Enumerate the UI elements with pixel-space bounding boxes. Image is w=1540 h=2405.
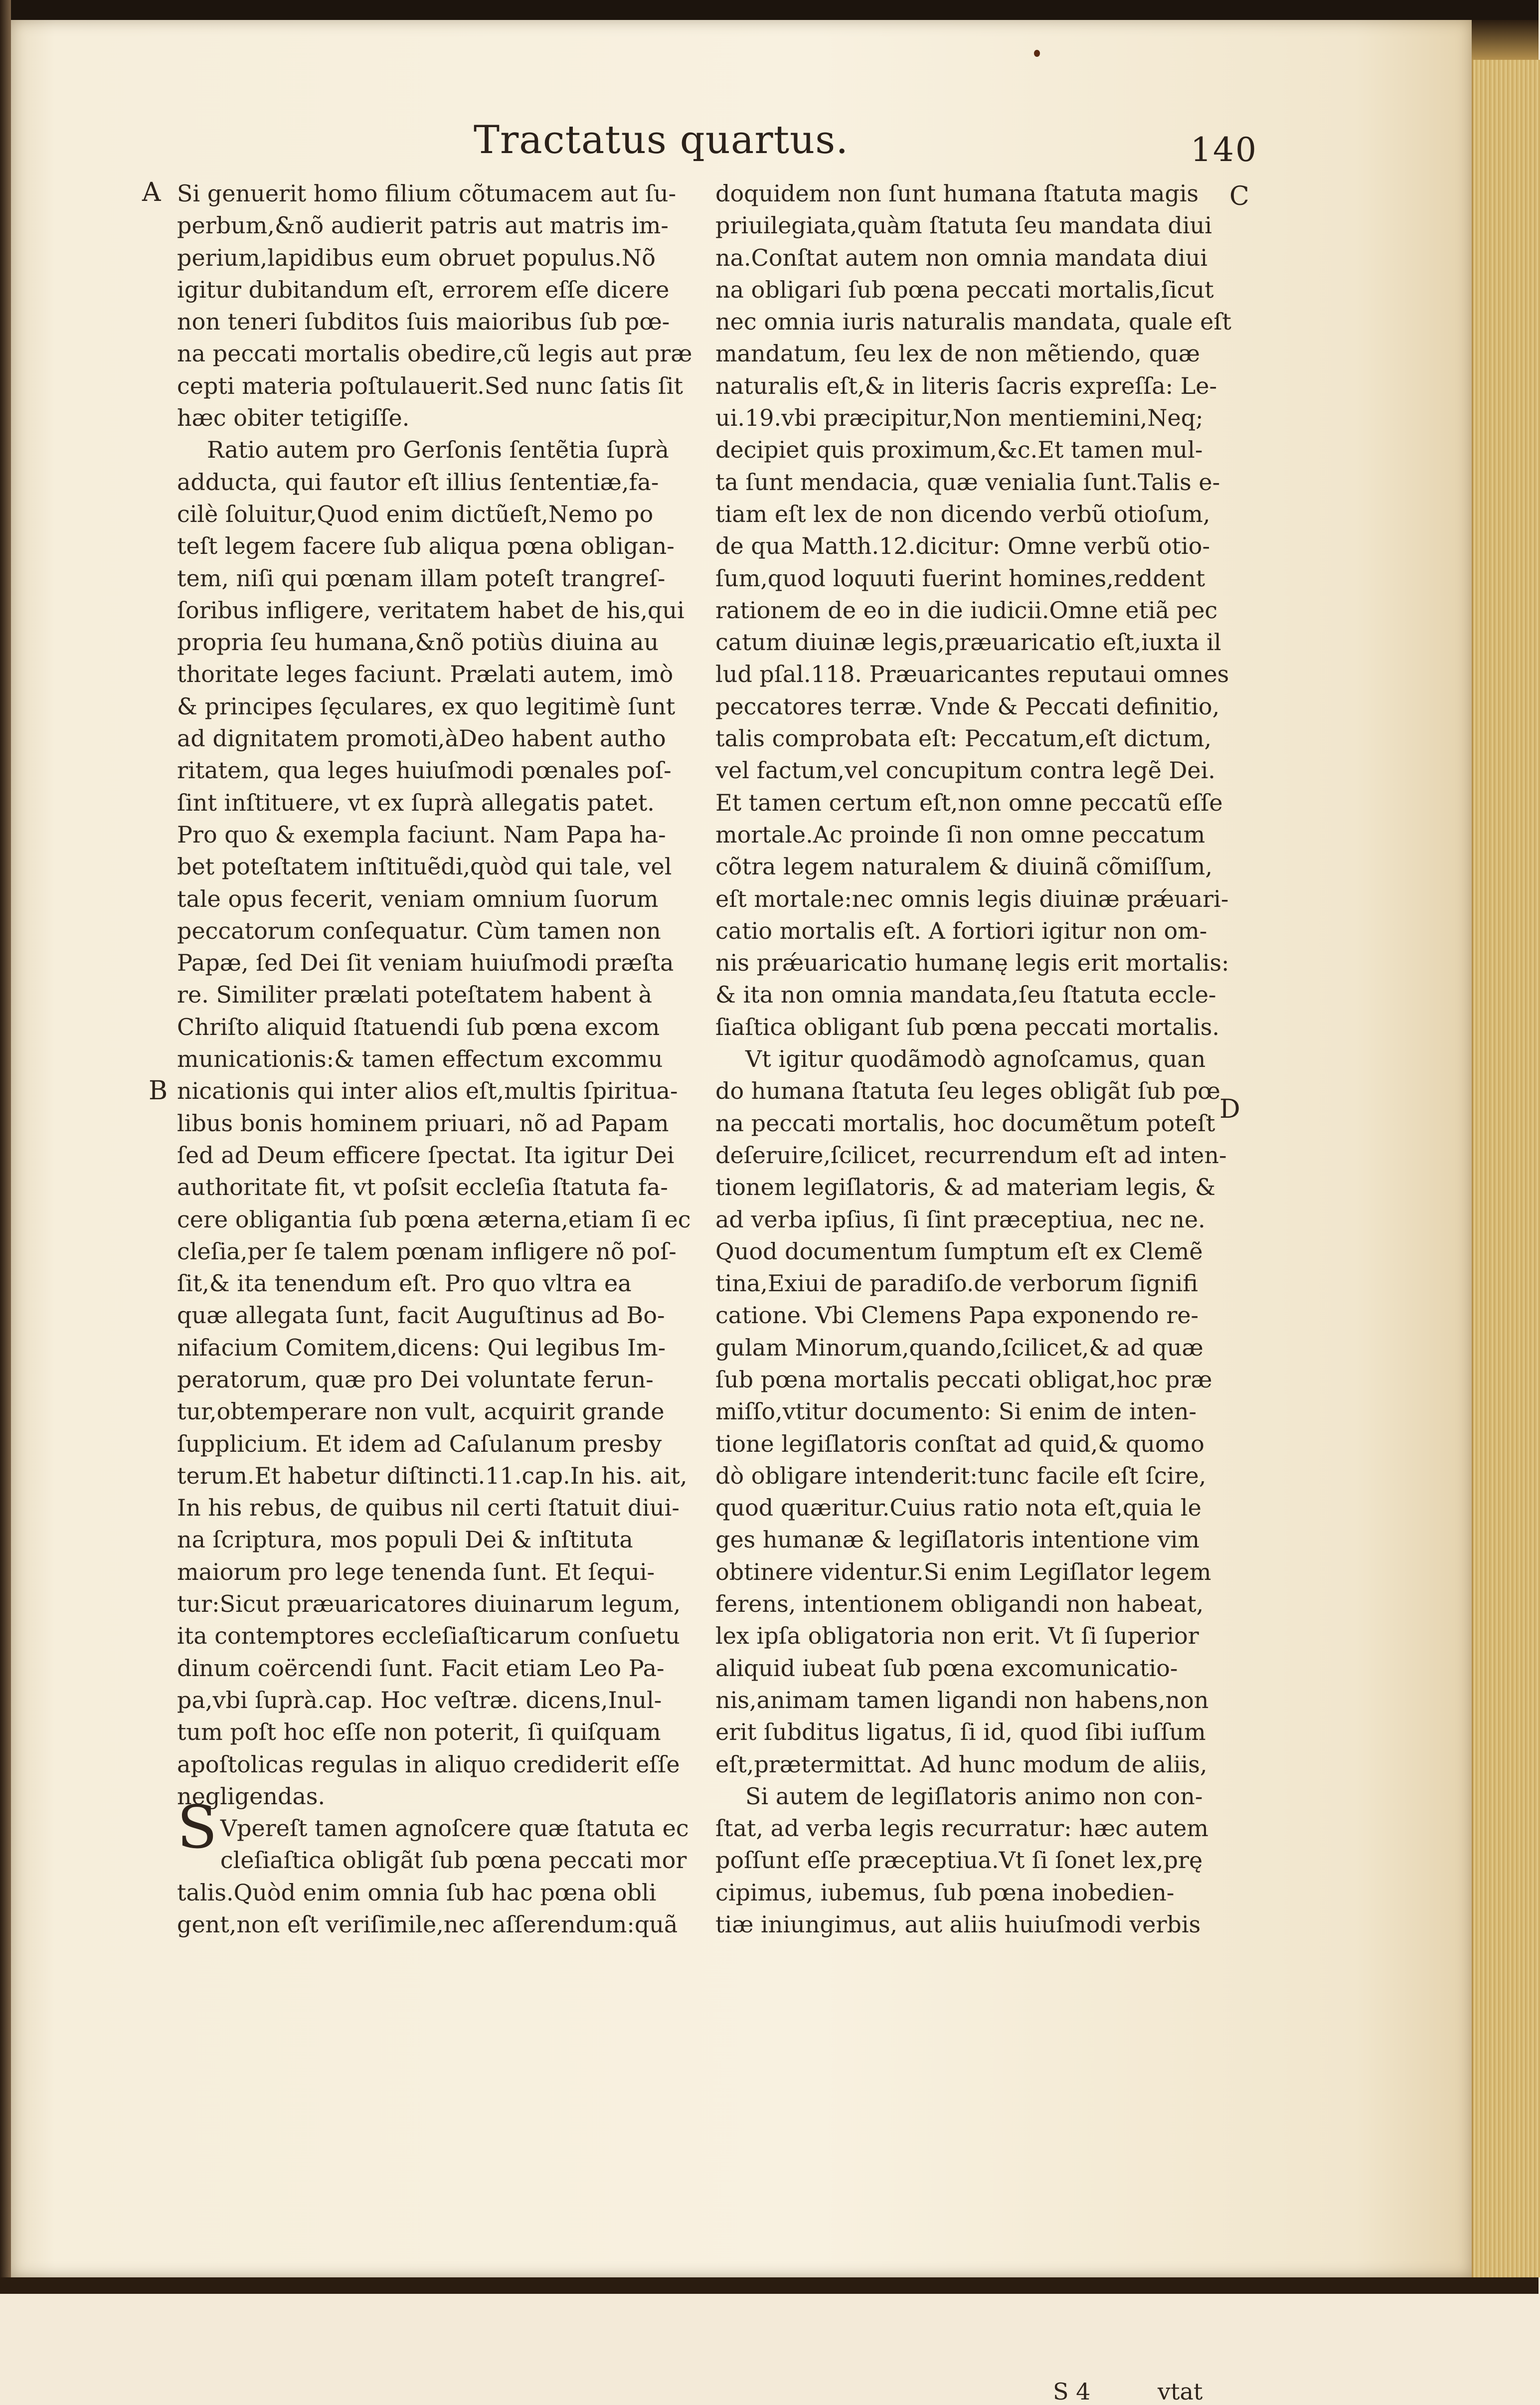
right-text-line: mortale.Ac proinde ſi non omne peccatum bbox=[715, 821, 1205, 848]
right-text-line: Vt igitur quodãmodò agnoſcamus, quan bbox=[745, 1045, 1206, 1073]
right-text-line: mandatum, ſeu lex de non mẽtiendo, quæ bbox=[715, 340, 1200, 367]
left-text-line: propria ſeu humana,&nõ potiùs diuina au bbox=[177, 629, 659, 656]
left-text-line: quæ allegata ſunt, facit Auguſtinus ad Bo- bbox=[177, 1302, 665, 1329]
scan-background-top bbox=[0, 0, 1539, 20]
right-text-line: & ita non omnia mandata,ſeu ſtatuta eccle- bbox=[715, 981, 1216, 1009]
right-text-line: catio mortalis eſt. A fortiori igitur non om- bbox=[715, 917, 1207, 944]
folio-number: 140 bbox=[1191, 131, 1258, 169]
right-text-line: tionem legiſlatoris, & ad materiam legis, & bbox=[715, 1174, 1216, 1201]
left-text-line: tum poſt hoc eſſe non poterit, ſi quiſquam bbox=[177, 1718, 661, 1746]
left-text-line: cepti materia poſtulauerit.Sed nunc ſatis ſit bbox=[177, 372, 683, 399]
left-text-line: Papæ, ſed Dei ſit veniam huiuſmodi præſta bbox=[177, 949, 674, 977]
left-text-line: municationis:& tamen effectum excommu bbox=[177, 1045, 663, 1073]
right-text-line: rationem de eo in die iudicii.Omne etiã pec bbox=[715, 596, 1218, 624]
margin-marker-b: B bbox=[149, 1076, 168, 1106]
right-text-line: naturalis eſt,& in literis ſacris expreſſa: Le- bbox=[715, 372, 1217, 399]
left-text-line: cleſiaſtica obligãt ſub pœna peccati mor bbox=[220, 1847, 687, 1874]
right-text-line: lex ipſa obligatoria non erit. Vt ſi ſuperior bbox=[715, 1622, 1199, 1650]
left-text-line: nifacium Comitem,dicens: Qui legibus Im- bbox=[177, 1334, 666, 1361]
signature-mark: S 4 bbox=[1053, 2378, 1091, 2405]
left-text-line: maiorum pro lege tenenda ſunt. Et ſequi- bbox=[177, 1558, 655, 1585]
left-text-line: na peccati mortalis obedire,cũ legis aut præ bbox=[177, 340, 692, 367]
left-text-column bbox=[177, 177, 692, 1940]
right-text-line: dò obligare intenderit:tunc facile eſt ſcire, bbox=[715, 1462, 1206, 1489]
left-text-line: ritatem, qua leges huiuſmodi pœnales poſ- bbox=[177, 757, 672, 784]
left-text-line: non teneri ſubditos ſuis maioribus ſub pœ- bbox=[177, 308, 670, 336]
left-text-line: re. Similiter prælati poteſtatem habent à bbox=[177, 981, 652, 1009]
left-text-line: tem, niſi qui pœnam illam poteſt trangreſ- bbox=[177, 564, 666, 592]
left-text-line: talis.Quòd enim omnia ſub hac pœna obli bbox=[177, 1879, 657, 1906]
page-edges-top bbox=[1472, 20, 1539, 60]
right-text-line: aliquid iubeat ſub pœna excomunicatio- bbox=[715, 1654, 1178, 1682]
left-text-line: tur:Sicut præuaricatores diuinarum legum, bbox=[177, 1590, 681, 1618]
left-text-line: negligendas. bbox=[177, 1782, 326, 1810]
left-text-line: na ſcriptura, mos populi Dei & inſtituta bbox=[177, 1526, 633, 1553]
right-text-line: eſt,prætermittat. Ad hunc modum de aliis, bbox=[715, 1750, 1207, 1778]
left-text-line: thoritate leges faciunt. Prælati autem, imò bbox=[177, 661, 674, 688]
right-text-line: poſſunt eſſe præceptiua.Vt ſi ſonet lex,prę bbox=[715, 1847, 1203, 1874]
right-text-line: cipimus, iubemus, ſub pœna inobedien- bbox=[715, 1879, 1175, 1906]
left-text-line: perbum,&nõ audierit patris aut matris im- bbox=[177, 212, 669, 239]
left-text-line: Pro quo & exempla faciunt. Nam Papa ha- bbox=[177, 821, 666, 848]
left-text-line: In his rebus, de quibus nil certi ſtatuit diui- bbox=[177, 1494, 680, 1522]
right-text-line: nis,animam tamen ligandi non habens,non bbox=[715, 1686, 1209, 1714]
ink-spot bbox=[1034, 50, 1040, 57]
left-text-line: ſed ad Deum efficere ſpectat. Ita igitur Dei bbox=[177, 1141, 675, 1169]
left-text-line: bet poteſtatem inſtituẽdi,quòd qui tale, vel bbox=[177, 853, 672, 880]
right-text-line: erit ſubditus ligatus, ſi id, quod ſibi iuſſum bbox=[715, 1718, 1206, 1746]
right-text-line: vel factum,vel concupitum contra legẽ Dei. bbox=[715, 757, 1215, 784]
left-text-line: Ratio autem pro Gerſonis ſentẽtia ſuprà bbox=[207, 436, 669, 464]
right-text-line: nis prǽuaricatio humanę legis erit mortalis: bbox=[715, 949, 1229, 977]
left-text-line: cleſia,per ſe talem pœnam infligere nõ poſ- bbox=[177, 1237, 677, 1265]
catchword: vtat bbox=[1158, 2378, 1203, 2405]
right-text-line: tina,Exiui de paradiſo.de verborum ſignifi bbox=[715, 1270, 1198, 1297]
right-text-line: Et tamen certum eſt,non omne peccatũ eſſe bbox=[715, 789, 1223, 816]
left-text-line: libus bonis hominem priuari, nõ ad Papam bbox=[177, 1109, 669, 1137]
left-text-line: ita contemptores eccleſiaſticarum conſuetu bbox=[177, 1622, 680, 1650]
right-text-line: doquidem non ſunt humana ſtatuta magis bbox=[715, 180, 1199, 207]
right-text-line: nec omnia iuris naturalis mandata, quale eſt bbox=[715, 308, 1231, 336]
left-text-line: ſit,& ita tenendum eſt. Pro quo vltra ea bbox=[177, 1270, 632, 1297]
left-text-line: gent,non eſt veriſimile,nec aſſerendum:quã bbox=[177, 1911, 678, 1938]
right-text-line: de qua Matth.12.dicitur: Omne verbũ otio- bbox=[715, 532, 1210, 560]
right-text-line: lud pſal.118. Præuaricantes reputaui omnes bbox=[715, 661, 1229, 688]
scan-background-bottom bbox=[0, 2277, 1539, 2294]
right-text-line: cõtra legem naturalem & diuinã cõmiſſum, bbox=[715, 853, 1213, 880]
right-text-line: eſt mortale:nec omnis legis diuinæ prǽuari- bbox=[715, 885, 1229, 912]
right-text-line: talis comprobata eſt: Peccatum,eſt dictum, bbox=[715, 725, 1212, 752]
right-text-line: ſtat, ad verba legis recurratur: hæc autem bbox=[715, 1815, 1209, 1842]
left-text-line: terum.Et habetur diſtincti.11.cap.In his. ait, bbox=[177, 1462, 687, 1489]
left-text-line: pa,vbi ſuprà.cap. Hoc veſtræ. dicens,Inul- bbox=[177, 1686, 662, 1714]
left-text-line: teſt legem facere ſub aliqua pœna obligan- bbox=[177, 532, 675, 560]
right-text-line: miſſo,vtitur documento: Si enim de inten- bbox=[715, 1398, 1197, 1425]
margin-marker-d: D bbox=[1219, 1094, 1240, 1124]
right-text-line: ſum,quod loquuti fuerint homines,reddent bbox=[715, 564, 1205, 592]
left-text-line: & principes ſęculares, ex quo legitimè ſunt bbox=[177, 692, 676, 720]
right-text-line: priuilegiata,quàm ſtatuta ſeu mandata diui bbox=[715, 212, 1212, 239]
margin-marker-a: A bbox=[142, 177, 161, 207]
right-text-line: catum diuinæ legis,præuaricatio eſt,iuxta il bbox=[715, 629, 1221, 656]
right-text-line: quod quæritur.Cuius ratio nota eſt,quia le bbox=[715, 1494, 1201, 1522]
scan-background-left bbox=[0, 0, 11, 2294]
left-text-line: igitur dubitandum eſt, errorem eſſe dicere bbox=[177, 276, 670, 303]
right-text-line: ſub pœna mortalis peccati obligat,hoc præ bbox=[715, 1366, 1212, 1393]
right-text-line: do humana ſtatuta ſeu leges obligãt ſub pœ bbox=[715, 1077, 1220, 1105]
left-text-line: hæc obiter tetigiſſe. bbox=[177, 404, 410, 432]
left-text-line: nicationis qui inter alios eſt,multis ſpiritua- bbox=[177, 1077, 678, 1105]
left-text-line: cere obligantia ſub pœna æterna,etiam ſi ec bbox=[177, 1205, 691, 1233]
right-text-line: tiam eſt lex de non dicendo verbũ otioſum, bbox=[715, 500, 1210, 527]
left-text-line: ſupplicium. Et idem ad Caſulanum presby bbox=[177, 1430, 662, 1457]
running-title: Tractatus quartus. bbox=[474, 118, 849, 163]
right-text-line: Si autem de legiſlatoris animo non con- bbox=[745, 1782, 1203, 1810]
right-text-column bbox=[715, 177, 1231, 1940]
right-text-line: ges humanæ & legiſlatoris intentione vim bbox=[715, 1526, 1199, 1553]
left-text-line: adducta, qui fautor eſt illius ſententiæ,fa- bbox=[177, 468, 659, 496]
right-text-line: na obligari ſub pœna peccati mortalis,ſicut bbox=[715, 276, 1214, 303]
page-fore-edge bbox=[1472, 60, 1540, 2277]
right-text-line: catione. Vbi Clemens Papa exponendo re- bbox=[715, 1302, 1199, 1329]
left-text-line: ſoribus infligere, veritatem habet de his,qui bbox=[177, 596, 684, 624]
left-text-line: Si genuerit homo filium cõtumacem aut ſu- bbox=[177, 180, 677, 207]
right-text-line: obtinere videntur.Si enim Legiſlator legem bbox=[715, 1558, 1211, 1585]
right-text-line: deſeruire,ſcilicet, recurrendum eſt ad inten- bbox=[715, 1141, 1227, 1169]
left-text-line: authoritate fit, vt poſsit eccleſia ſtatuta fa- bbox=[177, 1174, 668, 1201]
left-text-line: tur,obtemperare non vult, acquirit grande bbox=[177, 1398, 665, 1425]
right-text-line: na.Conſtat autem non omnia mandata diui bbox=[715, 244, 1208, 271]
right-text-line: ferens, intentionem obligandi non habeat, bbox=[715, 1590, 1204, 1618]
left-text-line: Chriſto aliquid ſtatuendi ſub pœna excom bbox=[177, 1013, 660, 1040]
right-text-line: ad verba ipſius, ſi ſint præceptiua, nec ne. bbox=[715, 1205, 1205, 1233]
right-text-line: na peccati mortalis, hoc documẽtum poteſt bbox=[715, 1109, 1215, 1137]
left-text-line: ſint inſtituere, vt ex ſuprà allegatis patet. bbox=[177, 789, 655, 816]
right-text-line: ſiaſtica obligant ſub pœna peccati mortalis. bbox=[715, 1013, 1219, 1040]
right-text-line: tione legiſlatoris conſtat ad quid,& quomo bbox=[715, 1430, 1204, 1457]
margin-marker-c: C bbox=[1229, 181, 1249, 211]
left-text-line: Vpereſt tamen agnoſcere quæ ſtatuta ec bbox=[220, 1815, 689, 1842]
left-text-line: dinum coërcendi ſunt. Facit etiam Leo Pa- bbox=[177, 1654, 665, 1682]
left-text-line: peccatorum conſequatur. Cùm tamen non bbox=[177, 917, 661, 944]
left-text-line: peratorum, quæ pro Dei voluntate ferun- bbox=[177, 1366, 654, 1393]
right-text-line: tiæ iniungimus, aut aliis huiuſmodi verbis bbox=[715, 1911, 1201, 1938]
left-text-line: ad dignitatem promoti,àDeo habent autho bbox=[177, 725, 666, 752]
right-text-line: ui.19.vbi præcipitur,Non mentiemini,Neq; bbox=[715, 404, 1203, 432]
right-text-line: Quod documentum ſumptum eſt ex Clemẽ bbox=[715, 1237, 1203, 1265]
left-text-line: perium,lapidibus eum obruet populus.Nõ bbox=[177, 244, 656, 271]
right-text-line: ta ſunt mendacia, quæ venialia ſunt.Talis e- bbox=[715, 468, 1220, 496]
right-text-line: peccatores terræ. Vnde & Peccati definitio, bbox=[715, 692, 1220, 720]
right-text-line: gulam Minorum,quando,ſcilicet,& ad quæ bbox=[715, 1334, 1203, 1361]
right-text-line: decipiet quis proximum,&c.Et tamen mul- bbox=[715, 436, 1203, 464]
left-text-line: tale opus fecerit, veniam omnium ſuorum bbox=[177, 885, 659, 912]
left-text-line: apoſtolicas regulas in aliquo crediderit eſſe bbox=[177, 1750, 680, 1778]
left-text-line: cilè ſoluitur,Quod enim dictũeſt,Nemo po bbox=[177, 500, 654, 527]
dropcap-initial: S bbox=[177, 1793, 217, 1862]
